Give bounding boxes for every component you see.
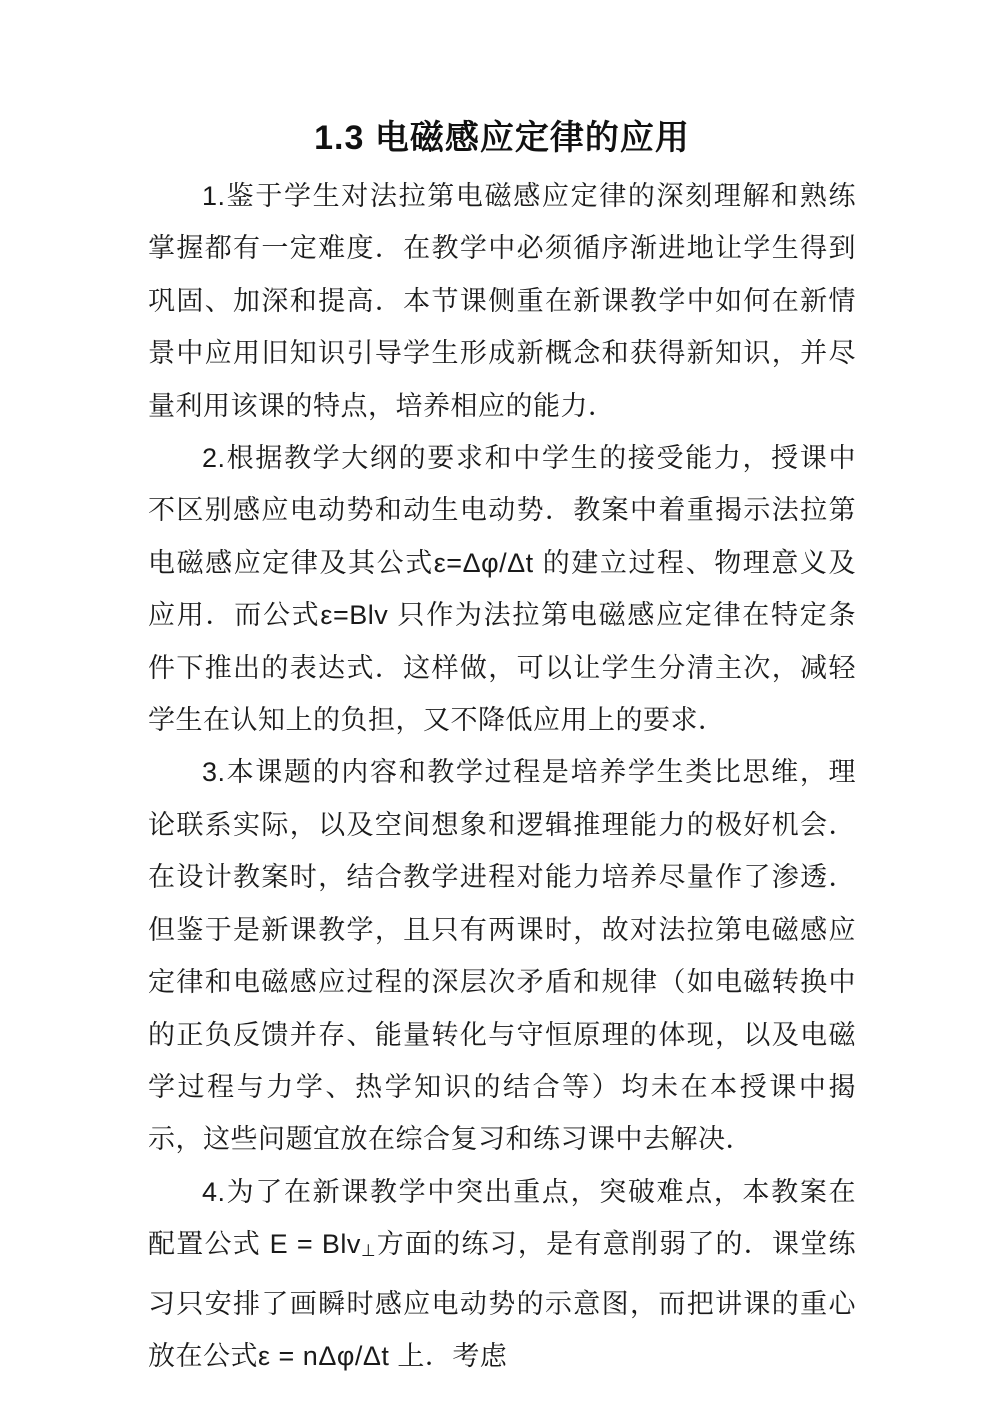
paragraph-3: 3.本课题的内容和教学过程是培养学生类比思维，理论联系实际，以及空间想象和逻辑推理能力的极好机会．在设计教案时，结合教学进程对能力培养尽量作了渗透．但鉴于是新课教学，且只有两课时，故对法拉第电磁感应定律和电磁感应过程的深层次矛盾和规律（如电磁转换中的正负反馈并存、能量转化与守恒原理的体现，以及电磁学过程与力学、热学知识的结合等）均未在本授课中揭示，这些问题宜放在综合复习和练习课中去解决． xyxy=(148,757,856,1155)
perpendicular-subscript: ⊥ xyxy=(360,1241,377,1261)
page-title: 1.3 电磁感应定律的应用 xyxy=(314,119,690,157)
paragraph-4-text-before-subscript: 4.为了在新课教学中突出重点，突破难点，本教案在配置公式 E = Blv xyxy=(148,1176,856,1260)
paragraph-2: 2.根据教学大纲的要求和中学生的接受能力，授课中不区别感应电动势和动生电动势．教案中着重揭示法拉第电磁感应定律及其公式ε=Δφ/Δt 的建立过程、物理意义及应用．而公式ε=Blv 只作为法拉第电磁感应定律在特定条件下推出的表达式．这样做，可以让学生分清主次，减轻学生在认知上的负担，又不降低应用上的要求． xyxy=(148,443,856,736)
paragraph-4 xyxy=(148,1166,856,1383)
paragraph-4-text-after-subscript: 方面的练习，是有意削弱了的．课堂练习只安排了画瞬时感应电动势的示意图，而把讲课的重心放在公式ε = nΔφ/Δt 上．考虑 xyxy=(148,1229,856,1371)
paragraph-1: 1.鉴于学生对法拉第电磁感应定律的深刻理解和熟练掌握都有一定难度．在教学中必须循序渐进地让学生得到巩固、加深和提高．本节课侧重在新课教学中如何在新情景中应用旧知识引导学生形成新概念和获得新知识，并尽量利用该课的特点，培养相应的能力． xyxy=(148,181,856,421)
